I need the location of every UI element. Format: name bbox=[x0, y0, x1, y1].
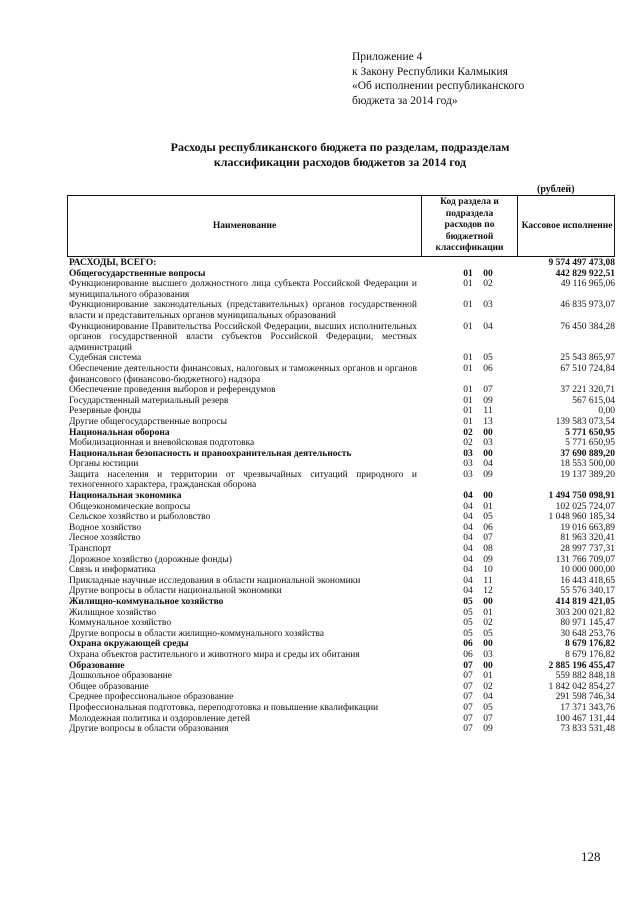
row-name: Другие вопросы в области жилищно-коммунального хозяйства bbox=[69, 628, 325, 639]
row-subsection-code: 01 bbox=[483, 671, 493, 682]
row-section-code: 01 bbox=[463, 416, 473, 427]
row-amount: 16 443 418,65 bbox=[560, 575, 615, 586]
row-amount: 100 467 131,44 bbox=[555, 713, 615, 724]
expense-table-body bbox=[69, 258, 615, 735]
row-section-code: 04 bbox=[463, 554, 473, 565]
row-subsection-code: 04 bbox=[483, 321, 493, 332]
row-section-code: 02 bbox=[463, 427, 473, 438]
row-name: Общегосударственные вопросы bbox=[69, 268, 206, 279]
row-name: Охрана объектов растительного и животного мира и среды их обитания bbox=[69, 649, 360, 660]
row-name: Другие вопросы в области национальной экономики bbox=[69, 586, 282, 597]
row-section-code: 01 bbox=[463, 395, 473, 406]
row-amount: 10 000 000,00 bbox=[560, 565, 615, 576]
row-amount: 567 615,04 bbox=[572, 395, 615, 406]
row-section-code: 02 bbox=[463, 438, 473, 449]
row-subsection-code: 09 bbox=[483, 395, 493, 406]
document-title bbox=[60, 140, 620, 170]
row-amount: 37 690 889,20 bbox=[560, 448, 615, 459]
row-section-code: 01 bbox=[463, 300, 473, 311]
row-subsection-code: 13 bbox=[483, 416, 493, 427]
row-name: Функционирование Правительства Российской Федерации, высших исполнительных органов государственной власти субъектов Российской Федерации, местных администраций bbox=[69, 321, 417, 353]
row-name: Прикладные научные исследования в области национальной экономики bbox=[69, 575, 361, 586]
row-amount: 80 971 145,47 bbox=[560, 618, 615, 629]
row-name: Охрана окружающей среды bbox=[69, 639, 189, 650]
table-row bbox=[69, 523, 615, 534]
row-name: Жилищное хозяйство bbox=[69, 607, 157, 618]
row-subsection-code: 01 bbox=[483, 607, 493, 618]
row-subsection-code: 00 bbox=[483, 491, 493, 502]
row-amount: 291 598 746,34 bbox=[555, 692, 615, 703]
row-amount: 19 137 389,20 bbox=[560, 469, 615, 480]
row-subsection-code: 00 bbox=[483, 427, 493, 438]
row-name: Обеспечение проведения выборов и референдумов bbox=[69, 385, 276, 396]
row-name: Функционирование законодательных (представительных) органов государственной власти и представительных органов муниципальных образований bbox=[69, 300, 417, 321]
row-section-code: 04 bbox=[463, 565, 473, 576]
table-row bbox=[69, 406, 615, 417]
row-subsection-code: 06 bbox=[483, 522, 493, 533]
row-subsection-code: 10 bbox=[483, 565, 493, 576]
row-amount: 8 679 176,82 bbox=[565, 649, 615, 660]
row-name: Защита населения и территории от чрезвычайных ситуаций природного и техногенного характера, гражданская оборона bbox=[69, 469, 417, 491]
row-name: Другие общегосударственные вопросы bbox=[69, 416, 227, 427]
row-name: Общее образование bbox=[69, 681, 149, 692]
header-amount: Кассовое исполнение bbox=[521, 221, 613, 231]
row-name: Образование bbox=[69, 660, 125, 671]
row-subsection-code: 05 bbox=[483, 512, 493, 523]
row-section-code: 01 bbox=[463, 406, 473, 417]
row-subsection-code: 11 bbox=[483, 406, 493, 417]
table-row bbox=[69, 438, 615, 449]
row-subsection-code: 02 bbox=[483, 618, 493, 629]
title-line-1: Расходы республиканского бюджета по разделам, подразделам bbox=[170, 140, 510, 154]
row-name: Водное хозяйство bbox=[69, 522, 142, 533]
row-name: Среднее профессиональное образование bbox=[69, 692, 234, 703]
row-section-code: 01 bbox=[463, 279, 473, 290]
row-section-code: 04 bbox=[463, 575, 473, 586]
row-section-code: 05 bbox=[463, 628, 473, 639]
header-name: Наименование bbox=[212, 221, 277, 231]
header-code: Код раздела и подраздела расходов по бюджетной классификации bbox=[421, 196, 518, 256]
row-subsection-code: 09 bbox=[483, 554, 493, 565]
row-amount: 559 882 848,18 bbox=[555, 671, 615, 682]
row-amount: 37 221 320,71 bbox=[560, 385, 615, 396]
row-section-code: 04 bbox=[463, 501, 473, 512]
row-name: Органы юстиции bbox=[69, 459, 139, 470]
table-row bbox=[69, 269, 615, 280]
table-row bbox=[69, 449, 615, 460]
row-name: Дорожное хозяйство (дорожные фонды) bbox=[69, 554, 232, 565]
row-section-code: 04 bbox=[463, 544, 473, 555]
units-label: (рублей) bbox=[537, 184, 575, 195]
row-amount: 73 833 531,48 bbox=[560, 724, 615, 735]
row-amount: 303 200 021,82 bbox=[555, 607, 615, 618]
row-section-code: 01 bbox=[463, 385, 473, 396]
row-section-code: 04 bbox=[463, 586, 473, 597]
row-section-code: 04 bbox=[463, 512, 473, 523]
row-name: Коммунальное хозяйство bbox=[69, 618, 172, 629]
row-amount: 55 576 340,17 bbox=[560, 586, 615, 597]
row-name: Сельское хозяйство и рыболовство bbox=[69, 512, 211, 523]
table-row bbox=[69, 279, 615, 300]
table-row bbox=[69, 300, 615, 321]
table-header bbox=[67, 195, 615, 257]
row-section-code: 05 bbox=[463, 618, 473, 629]
row-name: Государственный материальный резерв bbox=[69, 395, 229, 406]
table-row bbox=[69, 618, 615, 629]
row-amount: 67 510 724,84 bbox=[560, 363, 615, 374]
row-amount: 25 543 865,97 bbox=[560, 353, 615, 364]
row-amount: 1 842 042 854,27 bbox=[548, 681, 615, 692]
row-section-code: 03 bbox=[463, 448, 473, 459]
row-amount: 1 494 750 098,91 bbox=[548, 491, 615, 502]
table-row bbox=[69, 459, 615, 470]
row-subsection-code: 05 bbox=[483, 628, 493, 639]
table-row bbox=[69, 396, 615, 407]
row-section-code: 07 bbox=[463, 713, 473, 724]
row-subsection-code: 02 bbox=[483, 279, 493, 290]
row-subsection-code: 05 bbox=[483, 702, 493, 713]
row-name: Мобилизационная и вневойсковая подготовка bbox=[69, 438, 255, 449]
row-section-code: 01 bbox=[463, 353, 473, 364]
row-amount: 49 116 965,06 bbox=[560, 279, 615, 290]
row-amount: 102 025 724,07 bbox=[555, 501, 615, 512]
row-section-code: 04 bbox=[463, 533, 473, 544]
row-section-code: 05 bbox=[463, 607, 473, 618]
row-subsection-code: 03 bbox=[483, 438, 493, 449]
row-name: Общеэкономические вопросы bbox=[69, 501, 191, 512]
table-row bbox=[69, 353, 615, 364]
row-name: Обеспечение деятельности финансовых, налоговых и таможенных органов и органов финансового (финансово-бюджетного) надзора bbox=[69, 363, 417, 385]
row-name: РАСХОДЫ, ВСЕГО: bbox=[69, 258, 157, 268]
row-subsection-code: 07 bbox=[483, 385, 493, 396]
row-subsection-code: 09 bbox=[483, 469, 493, 480]
row-amount: 19 016 663,89 bbox=[560, 522, 615, 533]
row-section-code: 07 bbox=[463, 692, 473, 703]
row-subsection-code: 07 bbox=[483, 713, 493, 724]
table-row bbox=[69, 586, 615, 597]
table-row bbox=[69, 512, 615, 523]
appendix-line: Приложение 4 bbox=[352, 51, 423, 63]
row-subsection-code: 02 bbox=[483, 681, 493, 692]
row-section-code: 03 bbox=[463, 469, 473, 480]
row-amount: 442 829 922,51 bbox=[555, 268, 615, 279]
appendix-line: к Закону Республики Калмыкия bbox=[352, 65, 508, 78]
row-subsection-code: 00 bbox=[483, 448, 493, 459]
table-row bbox=[69, 491, 615, 502]
row-section-code: 07 bbox=[463, 681, 473, 692]
row-subsection-code: 11 bbox=[483, 575, 493, 586]
row-subsection-code: 12 bbox=[483, 586, 493, 597]
row-name: Молодежная политика и оздоровление детей bbox=[69, 713, 250, 724]
row-section-code: 04 bbox=[463, 491, 473, 502]
appendix-line: бюджета за 2014 год» bbox=[352, 94, 458, 107]
row-amount: 5 771 650,95 bbox=[565, 438, 615, 449]
row-name: Национальная оборона bbox=[69, 427, 170, 438]
table-row bbox=[69, 576, 615, 587]
row-name: Лесное хозяйство bbox=[69, 533, 141, 544]
row-name: Профессиональная подготовка, переподготовка и повышение квалификации bbox=[69, 702, 379, 713]
row-subsection-code: 09 bbox=[483, 724, 493, 735]
table-row bbox=[69, 544, 615, 555]
row-subsection-code: 00 bbox=[483, 639, 493, 650]
table-row bbox=[69, 258, 615, 269]
table-row bbox=[69, 555, 615, 566]
table-row bbox=[69, 671, 615, 682]
table-row bbox=[69, 639, 615, 650]
row-amount: 131 766 709,07 bbox=[555, 554, 615, 565]
table-row bbox=[69, 682, 615, 693]
row-subsection-code: 06 bbox=[483, 363, 493, 374]
table-row bbox=[69, 661, 615, 672]
table-row bbox=[69, 385, 615, 396]
row-section-code: 06 bbox=[463, 639, 473, 650]
row-name: Связь и информатика bbox=[69, 565, 156, 576]
row-subsection-code: 08 bbox=[483, 544, 493, 555]
row-amount: 2 885 196 455,47 bbox=[548, 660, 615, 671]
table-row bbox=[69, 650, 615, 661]
table-row bbox=[69, 565, 615, 576]
row-subsection-code: 07 bbox=[483, 533, 493, 544]
row-amount: 5 771 650,95 bbox=[565, 427, 615, 438]
appendix-reference bbox=[352, 50, 524, 108]
page-number: 128 bbox=[581, 849, 601, 864]
row-subsection-code: 03 bbox=[483, 649, 493, 660]
row-name: Национальная экономика bbox=[69, 491, 182, 502]
row-section-code: 07 bbox=[463, 671, 473, 682]
row-amount: 0,00 bbox=[598, 406, 615, 417]
table-row bbox=[69, 703, 615, 714]
row-name: Функционирование высшего должностного лица субъекта Российской Федерации и муниципального образования bbox=[69, 279, 417, 300]
row-amount: 139 583 073,54 bbox=[555, 416, 615, 427]
row-subsection-code: 04 bbox=[483, 459, 493, 470]
table-row bbox=[69, 428, 615, 439]
row-section-code: 03 bbox=[463, 459, 473, 470]
table-row bbox=[69, 470, 615, 491]
row-amount: 76 450 384,28 bbox=[560, 321, 615, 332]
row-subsection-code: 00 bbox=[483, 268, 493, 279]
row-section-code: 01 bbox=[463, 268, 473, 279]
row-name: Транспорт bbox=[69, 544, 112, 555]
row-amount: 414 819 421,05 bbox=[555, 597, 615, 607]
table-row bbox=[69, 417, 615, 428]
row-section-code: 07 bbox=[463, 660, 473, 671]
table-row bbox=[69, 714, 615, 725]
row-section-code: 01 bbox=[463, 321, 473, 332]
row-amount: 81 963 320,41 bbox=[560, 533, 615, 544]
row-name: Жилищно-коммунальное хозяйство bbox=[69, 597, 224, 607]
table-row bbox=[69, 533, 615, 544]
title-line-2: классификации расходов бюджетов за 2014 год bbox=[213, 155, 467, 169]
row-subsection-code: 00 bbox=[483, 597, 493, 607]
row-amount: 17 371 343,76 bbox=[560, 702, 615, 713]
row-amount: 18 553 500,00 bbox=[560, 459, 615, 470]
row-name: Национальная безопасность и правоохранительная деятельность bbox=[69, 448, 352, 459]
row-amount: 1 048 960 185,34 bbox=[548, 512, 615, 523]
row-subsection-code: 00 bbox=[483, 660, 493, 671]
table-row bbox=[69, 724, 615, 735]
table-row bbox=[69, 629, 615, 640]
row-amount: 46 835 973,07 bbox=[560, 300, 615, 311]
row-subsection-code: 05 bbox=[483, 353, 493, 364]
row-name: Судебная система bbox=[69, 353, 142, 364]
row-subsection-code: 01 bbox=[483, 501, 493, 512]
row-amount: 8 679 176,82 bbox=[565, 639, 615, 650]
table-row bbox=[69, 502, 615, 513]
appendix-line: «Об исполнении республиканского bbox=[352, 80, 525, 92]
row-section-code: 07 bbox=[463, 724, 473, 735]
row-amount: 30 648 253,76 bbox=[560, 628, 615, 639]
row-name: Дошкольное образование bbox=[69, 671, 172, 682]
row-section-code: 04 bbox=[463, 522, 473, 533]
table-row bbox=[69, 597, 615, 608]
table-row bbox=[69, 608, 615, 619]
table-row bbox=[69, 322, 615, 354]
row-section-code: 01 bbox=[463, 363, 473, 374]
row-section-code: 06 bbox=[463, 649, 473, 660]
row-subsection-code: 04 bbox=[483, 692, 493, 703]
table-row bbox=[69, 364, 615, 385]
table-row bbox=[69, 692, 615, 703]
row-section-code: 05 bbox=[463, 597, 473, 607]
row-section-code: 07 bbox=[463, 702, 473, 713]
row-amount: 9 574 497 473,08 bbox=[548, 258, 615, 268]
row-name: Другие вопросы в области образования bbox=[69, 724, 229, 735]
row-subsection-code: 03 bbox=[483, 300, 493, 311]
row-amount: 28 997 737,31 bbox=[560, 544, 615, 555]
row-name: Резервные фонды bbox=[69, 406, 141, 417]
